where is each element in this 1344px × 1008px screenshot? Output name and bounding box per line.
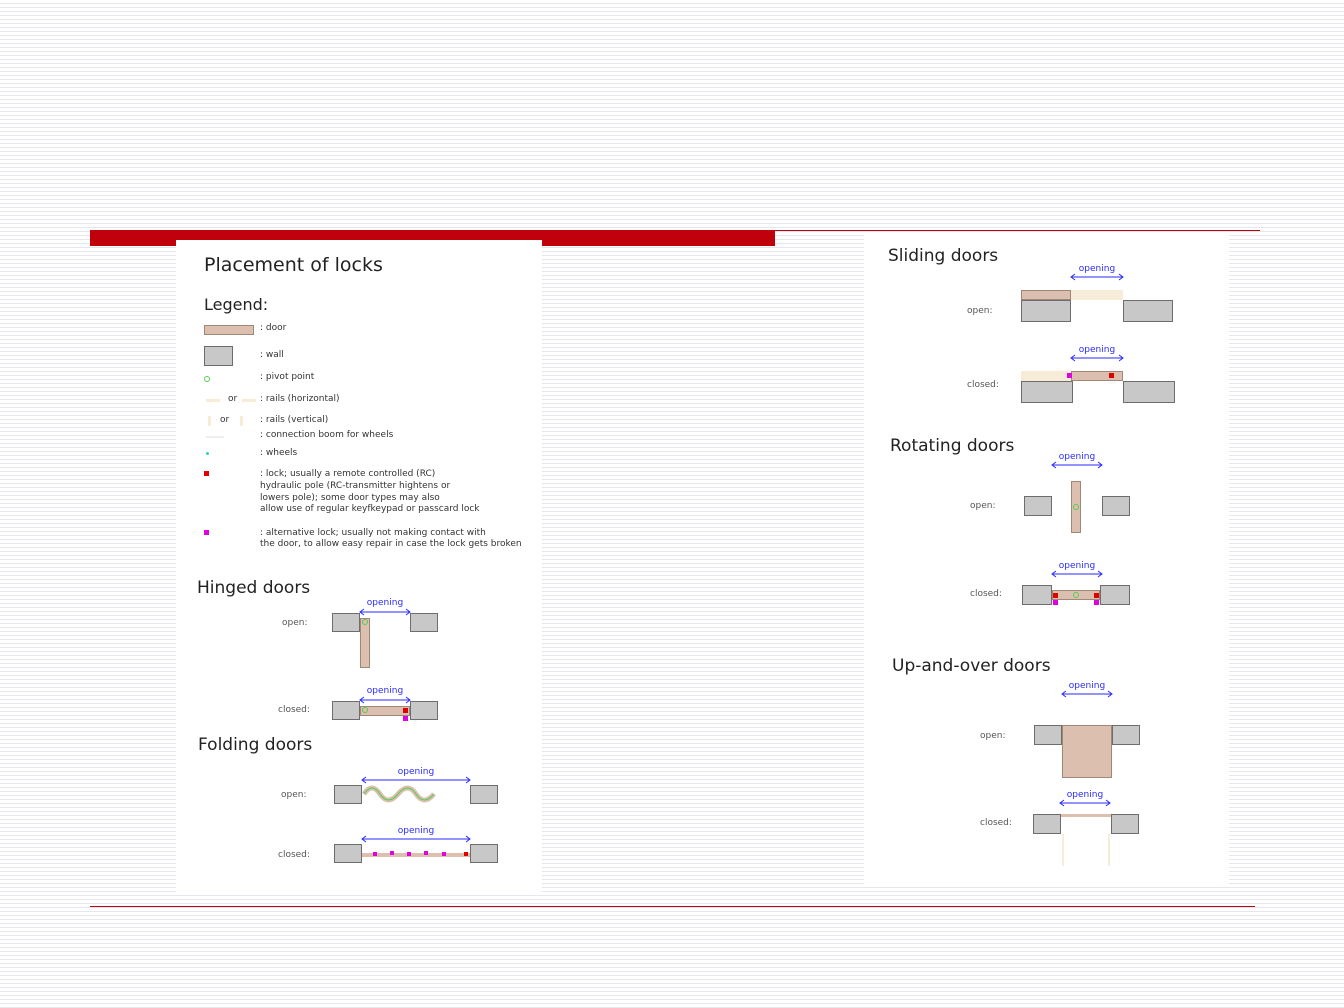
sliding-open-wall-right [1123,300,1173,322]
upover-closed-door [1061,814,1111,817]
folding-closed-alt-3 [407,852,411,856]
upover-open-opening-arrow [1062,691,1112,697]
upover-closed-rail-left [1062,834,1064,866]
upover-closed-label: closed: [980,818,1012,828]
legend-lock-line-1: : lock; usually a remote controlled (RC) [260,469,436,479]
sliding-closed-opening-arrow [1071,355,1123,361]
sliding-closed-label: closed: [967,380,999,390]
upover-closed-wall-right [1111,814,1139,834]
upover-closed-opening-label: opening [1066,790,1104,800]
locks-diagram-right-panel [864,234,1229,884]
sliding-open-opening-arrow [1071,274,1123,280]
legend-rail-v-icon-b [240,416,243,426]
legend-wall-swatch [204,346,233,366]
hinged-closed-label: closed: [278,705,310,715]
hinged-closed-pivot [362,707,368,713]
hinged-open-label: open: [282,618,308,628]
folding-closed-alt-5 [442,852,446,856]
rotating-closed-alt-left [1053,600,1058,605]
upover-open-label: open: [980,731,1006,741]
folding-closed-lock [464,852,468,856]
sliding-closed-alt-lock [1067,373,1072,378]
legend-lock-line-2: hydraulic pole (RC-transmitter hightens or [260,481,451,491]
legend-rail-h-icon-b [242,399,256,402]
hinged-open-wall-right [410,613,438,632]
folding-open-label: open: [281,790,307,800]
panel-title: Placement of locks [204,254,383,276]
legend-lock-line-4: allow use of regular keyfkeypad or passcard lock [260,504,480,514]
legend-wall-label: : wall [260,350,284,360]
folding-doors-title: Folding doors [198,735,313,755]
hinged-open-opening-label: opening [366,598,404,608]
rotating-open-wall-left [1024,496,1052,516]
legend-rail-h-icon-a [206,399,220,402]
folding-closed-label: closed: [278,850,310,860]
sliding-open-door [1021,290,1071,300]
folding-closed-alt-1 [373,852,377,856]
legend-pivot-icon [204,376,210,382]
sliding-doors-title: Sliding doors [888,246,999,266]
hinged-closed-wall-right [410,701,438,720]
legend-pivot-label: : pivot point [260,372,315,382]
sliding-closed-wall-right [1123,381,1175,403]
rotating-closed-pivot [1073,592,1079,598]
hinged-open-door [360,618,370,668]
rotating-doors-title: Rotating doors [890,436,1015,456]
hinged-closed-lock [403,708,408,713]
rotating-open-opening-label: opening [1058,452,1096,462]
hinged-closed-wall-left [332,701,360,720]
upover-closed-wall-left [1033,814,1061,834]
legend-boom-icon [206,436,224,438]
upover-open-wall-right [1112,725,1140,745]
sliding-closed-door [1071,371,1123,381]
up-and-over-doors-title: Up-and-over doors [892,656,1051,676]
sliding-closed-wall-left [1021,381,1073,403]
legend-title: Legend: [204,295,269,314]
legend-boom-label: : connection boom for wheels [260,430,394,440]
legend-alt-line-1: : alternative lock; usually not making contact with [260,528,486,538]
legend-rails-v-label: : rails (vertical) [260,415,329,425]
rotating-open-pivot [1073,504,1079,510]
legend-or-1: or [228,394,238,404]
locks-diagram-left-panel [176,240,542,895]
folding-open-door-panels [362,784,438,804]
legend-wheel-icon [206,452,209,455]
hinged-open-pivot [362,619,368,625]
folding-closed-door [362,853,470,857]
rotating-open-opening-arrow [1052,462,1102,468]
hinged-closed-opening-label: opening [366,686,404,696]
legend-lock-line-3: lowers pole); some door types may also [260,493,440,503]
rotating-closed-wall-left [1022,585,1052,605]
legend-or-2: or [220,415,230,425]
folding-closed-alt-4 [424,851,428,855]
rotating-closed-lock-right [1094,593,1099,598]
folding-closed-wall-right [470,844,498,863]
sliding-open-opening-label: opening [1078,264,1116,274]
legend-rail-v-icon-a [208,416,211,426]
hinged-doors-title: Hinged doors [197,578,311,598]
upover-open-opening-label: opening [1068,681,1106,691]
rotating-open-wall-right [1102,496,1130,516]
sliding-closed-opening-label: opening [1078,345,1116,355]
top-accent-line-right [775,230,1260,231]
sliding-closed-lock [1109,373,1114,378]
folding-open-wall-right [470,785,498,804]
hinged-closed-opening-arrow [360,697,410,703]
folding-closed-alt-2 [390,851,394,855]
legend-door-label: : door [260,323,287,333]
legend-wheels-label: : wheels [260,448,298,458]
upover-open-door [1062,725,1112,778]
folding-closed-opening-arrow [362,836,470,842]
rotating-open-label: open: [970,501,996,511]
rotating-closed-alt-right [1094,600,1099,605]
upover-open-wall-left [1034,725,1062,745]
folding-closed-opening-label: opening [397,826,435,836]
rotating-closed-opening-label: opening [1058,561,1096,571]
rotating-closed-lock-left [1053,593,1058,598]
folding-open-opening-arrow [362,777,470,783]
upover-closed-rail-right [1108,834,1110,866]
hinged-open-opening-arrow [360,609,410,615]
folding-open-wall-left [334,785,362,804]
hinged-closed-alt-lock [403,716,408,721]
rotating-closed-wall-right [1100,585,1130,605]
upover-closed-opening-arrow [1060,800,1110,806]
sliding-open-label: open: [967,306,993,316]
rotating-closed-label: closed: [970,589,1002,599]
legend-rails-h-label: : rails (horizontal) [260,394,340,404]
legend-alt-line-2: the door, to allow easy repair in case the lock gets broken [260,539,522,549]
sliding-open-wall-left [1021,300,1071,322]
legend-door-swatch [204,325,254,335]
hinged-open-wall-left [332,613,360,632]
legend-alt-lock-icon [204,530,209,535]
folding-open-opening-label: opening [397,767,435,777]
bottom-accent-line [90,906,1255,907]
folding-closed-wall-left [334,844,362,863]
legend-lock-icon [204,471,209,476]
rotating-closed-opening-arrow [1052,571,1102,577]
